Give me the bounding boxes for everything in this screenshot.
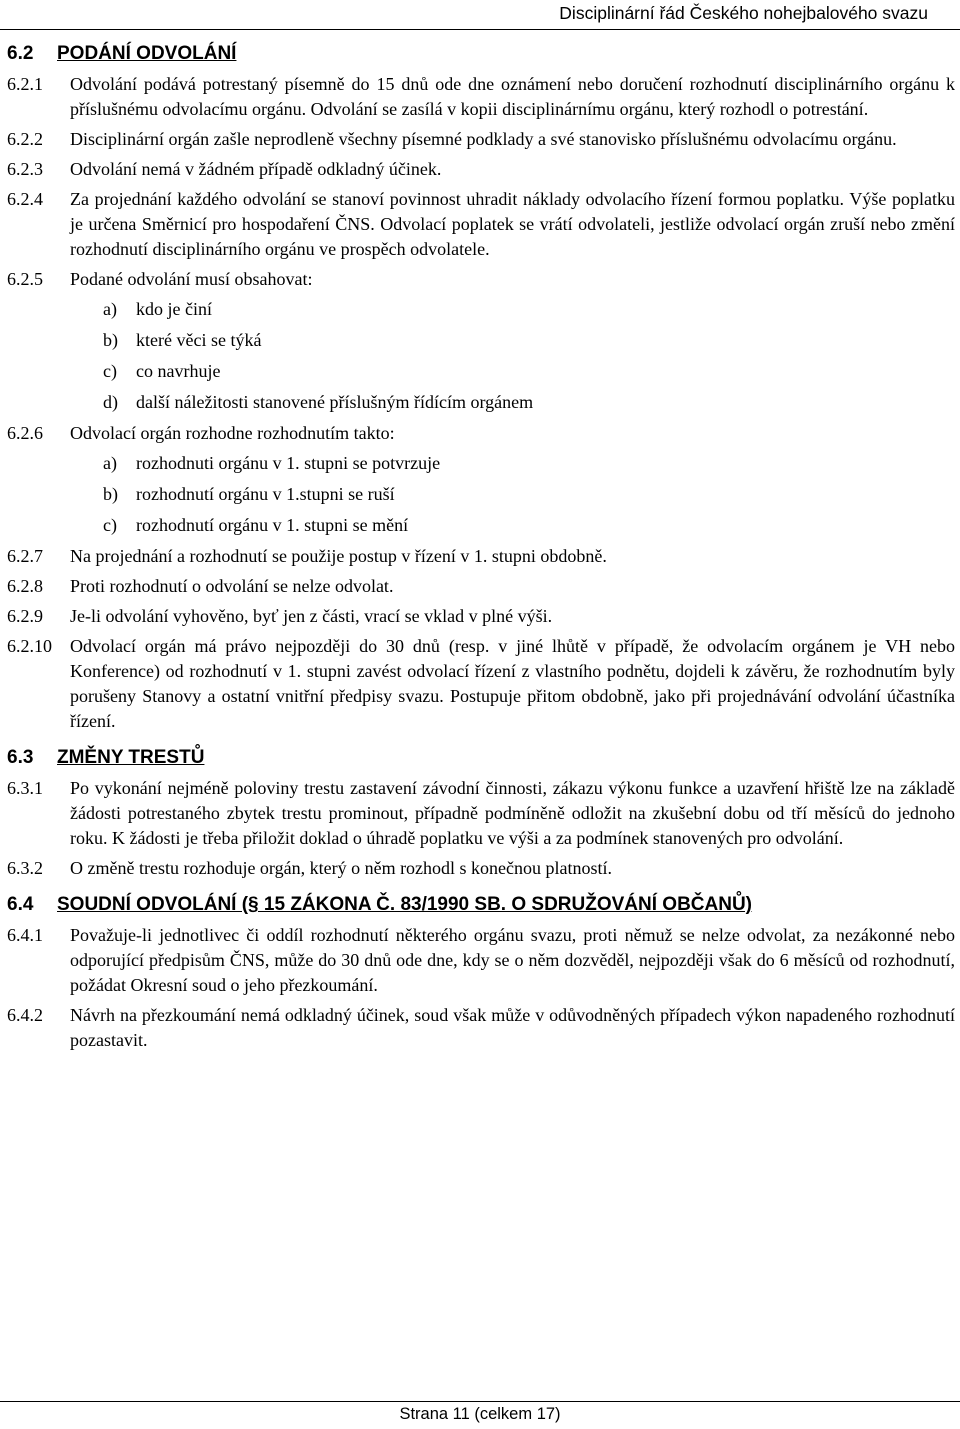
paragraph-number: 6.2.7 bbox=[7, 546, 43, 566]
section-number: 6.2 bbox=[7, 43, 34, 64]
paragraph bbox=[7, 187, 955, 262]
paragraph bbox=[7, 157, 955, 182]
list-item-text: rozhodnutí orgánu v 1. stupni se mění bbox=[136, 515, 409, 535]
paragraph-number: 6.2.5 bbox=[7, 269, 43, 289]
list-item-text: rozhodnutí orgánu v 1.stupni se ruší bbox=[136, 484, 395, 504]
list-item-text: které věci se týká bbox=[136, 330, 262, 350]
list-item-letter: c) bbox=[103, 361, 117, 381]
paragraph bbox=[7, 923, 955, 998]
paragraph bbox=[7, 604, 955, 629]
paragraph-number: 6.2.2 bbox=[7, 129, 43, 149]
list-item bbox=[103, 359, 955, 384]
list-item bbox=[103, 390, 955, 415]
section-heading bbox=[7, 42, 955, 66]
paragraph-number: 6.2.3 bbox=[7, 159, 43, 179]
paragraph bbox=[7, 856, 955, 881]
section-title: SOUDNÍ ODVOLÁNÍ (§ 15 ZÁKONA Č. 83/1990 SB. O SDRUŽOVÁNÍ OBČANŮ) bbox=[57, 894, 753, 915]
paragraph-number: 6.3.2 bbox=[7, 858, 43, 878]
paragraph-text: Považuje-li jednotlivec či oddíl rozhodnutí některého orgánu svazu, proti němuž se nelze odvolat, za nezákonné nebo odporující předpisům ČNS, může do 30 dnů ode dne, kdy se o něm dozvěděl, nejpozději však do 6 měsíců od rozhodnutí, požádat Okresní soud o jeho přezkoumání. bbox=[70, 925, 955, 995]
list-item bbox=[103, 513, 955, 538]
paragraph-number: 6.3.1 bbox=[7, 778, 43, 798]
list-item-letter: c) bbox=[103, 515, 117, 535]
list-item bbox=[103, 328, 955, 353]
paragraph-number: 6.2.8 bbox=[7, 576, 43, 596]
section-heading bbox=[7, 893, 955, 917]
section-title: PODÁNÍ ODVOLÁNÍ bbox=[57, 43, 237, 64]
list-item-letter: d) bbox=[103, 392, 118, 412]
header-rule bbox=[0, 29, 960, 30]
paragraph-number: 6.2.6 bbox=[7, 423, 43, 443]
paragraph-text: Odvolání nemá v žádném případě odkladný účinek. bbox=[70, 159, 442, 179]
section-number: 6.4 bbox=[7, 894, 34, 915]
page-footer: Strana 11 (celkem 17) bbox=[399, 1405, 561, 1423]
list-item-letter: a) bbox=[103, 299, 117, 319]
paragraph-text: Podané odvolání musí obsahovat: bbox=[70, 269, 313, 289]
option-list bbox=[7, 451, 955, 538]
paragraph-text: Odvolací orgán má právo nejpozději do 30 dnů (resp. v jiné lhůtě v případě, že odvolacím orgánem je VH nebo Konference) od rozhodnutí v 1. stupni zavést odvolací řízení z vlastního podnětu, dojdeli k závěru, že rozhodnutím byly porušeny Stanovy a ostatní vnitřní předpisy svazu. Postupuje přitom obdobně, jako při projednávání odvolání účastníka řízení. bbox=[70, 636, 955, 731]
list-item bbox=[103, 451, 955, 476]
paragraph-text: Za projednání každého odvolání se stanoví povinnost uhradit náklady odvolacího řízení formou poplatku. Výše poplatku je určena Směrnicí pro hospodaření ČNS. Odvolací poplatek se vrátí odvolateli, jestliže odvolací orgán zruší nebo změní rozhodnutí disciplinárního orgánu ve prospěch odvolatele. bbox=[70, 189, 955, 259]
paragraph bbox=[7, 634, 955, 734]
paragraph bbox=[7, 776, 955, 851]
section-heading bbox=[7, 746, 955, 770]
paragraph-number: 6.2.10 bbox=[7, 636, 52, 656]
paragraph-number: 6.2.1 bbox=[7, 74, 43, 94]
section-number: 6.3 bbox=[7, 747, 34, 768]
paragraph-text: Disciplinární orgán zašle neprodleně všechny písemné podklady a své stanovisko příslušnému odvolacímu orgánu. bbox=[70, 129, 897, 149]
paragraph bbox=[7, 72, 955, 122]
list-item-letter: b) bbox=[103, 330, 118, 350]
paragraph-number: 6.4.1 bbox=[7, 925, 43, 945]
list-item-text: další náležitosti stanovené příslušným řídícím orgánem bbox=[136, 392, 534, 412]
paragraph-text: Návrh na přezkoumání nemá odkladný účinek, soud však může v odůvodněných případech výkon napadeného rozhodnutí pozastavit. bbox=[70, 1005, 955, 1050]
list-item bbox=[103, 482, 955, 507]
list-item-letter: b) bbox=[103, 484, 118, 504]
paragraph bbox=[7, 127, 955, 152]
list-item bbox=[103, 297, 955, 322]
paragraph-text: Po vykonání nejméně poloviny trestu zastavení závodní činnosti, zákazu výkonu funkce a uzavření hřiště lze na základě žádosti potrestaného zbytek trestu prominout, případně podmíněně odložit na zkušební dobu od tří měsíců do jednoho roku. K žádosti je třeba přiložit doklad o úhradě poplatku ve výši a za podmínek stanovených pro odvolání. bbox=[70, 778, 955, 848]
paragraph-text: Odvolání podává potrestaný písemně do 15 dnů ode dne oznámení nebo doručení rozhodnutí disciplinárního orgánu k příslušnému odvolacímu orgánu. Odvolání se zasílá v kopii disciplinárnímu orgánu, který rozhodl o potrestání. bbox=[70, 74, 955, 119]
footer-rule bbox=[0, 1401, 960, 1402]
section-title: ZMĚNY TRESTŮ bbox=[57, 747, 205, 768]
list-item-text: kdo je činí bbox=[136, 299, 212, 319]
paragraph-text: Proti rozhodnutí o odvolání se nelze odvolat. bbox=[70, 576, 394, 596]
paragraph bbox=[7, 1003, 955, 1053]
paragraph-text: Odvolací orgán rozhodne rozhodnutím takto: bbox=[70, 423, 395, 443]
paragraph-text: O změně trestu rozhoduje orgán, který o něm rozhodl s konečnou platností. bbox=[70, 858, 613, 878]
paragraph bbox=[7, 544, 955, 569]
paragraph bbox=[7, 267, 955, 292]
option-list bbox=[7, 297, 955, 415]
list-item-text: co navrhuje bbox=[136, 361, 221, 381]
list-item-letter: a) bbox=[103, 453, 117, 473]
running-header: Disciplinární řád Českého nohejbalového svazu bbox=[559, 3, 928, 23]
paragraph bbox=[7, 574, 955, 599]
paragraph-text: Na projednání a rozhodnutí se použije postup v řízení v 1. stupni obdobně. bbox=[70, 546, 607, 566]
paragraph-text: Je-li odvolání vyhověno, byť jen z části, vrací se vklad v plné výši. bbox=[70, 606, 553, 626]
paragraph-number: 6.2.9 bbox=[7, 606, 43, 626]
paragraph-number: 6.4.2 bbox=[7, 1005, 43, 1025]
paragraph bbox=[7, 421, 955, 446]
document-body bbox=[7, 42, 955, 1058]
list-item-text: rozhodnuti orgánu v 1. stupni se potvrzuje bbox=[136, 453, 441, 473]
paragraph-number: 6.2.4 bbox=[7, 189, 43, 209]
